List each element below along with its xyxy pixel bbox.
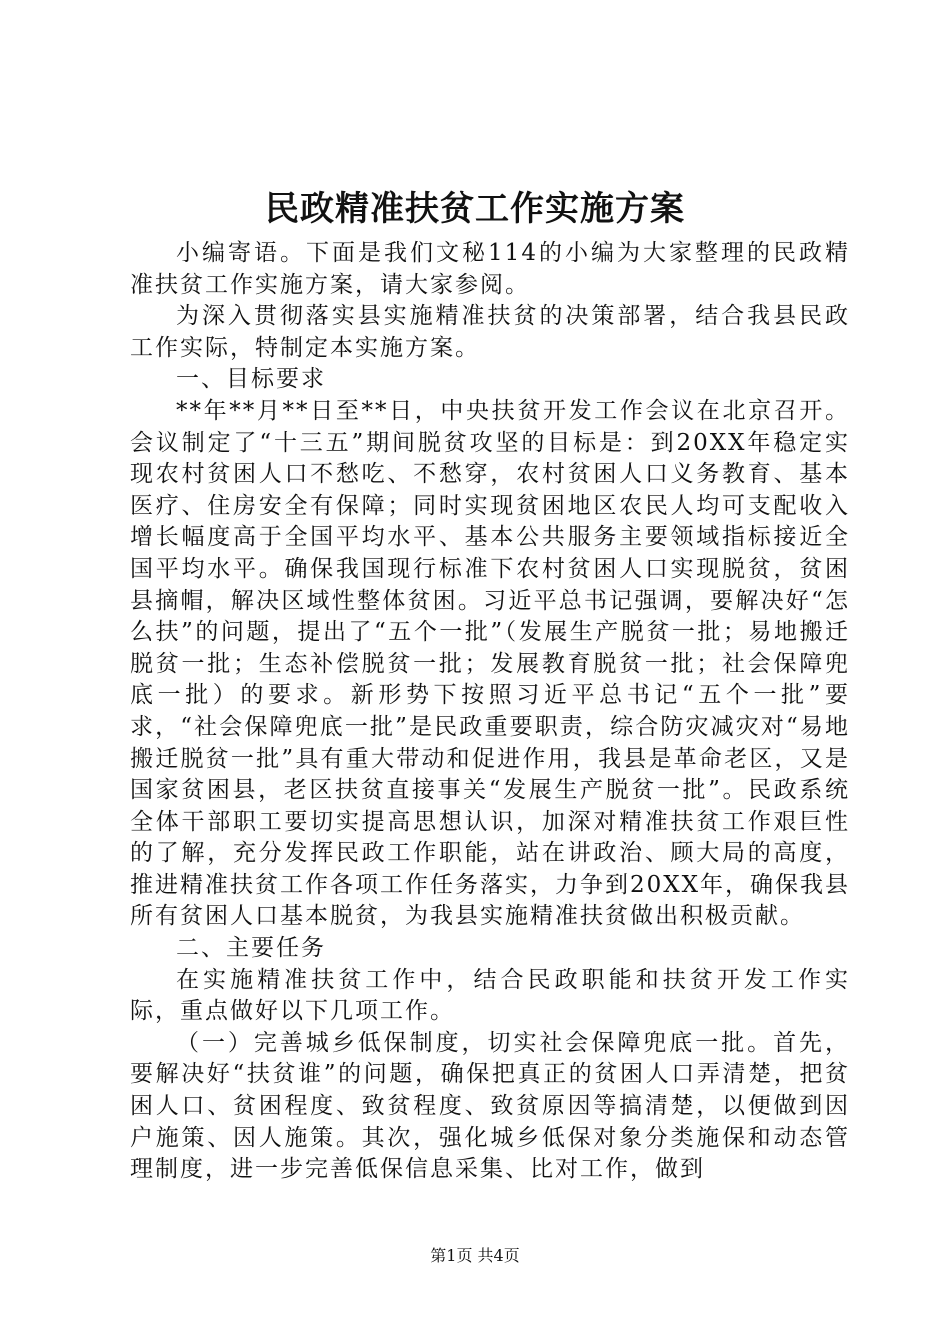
paragraph-purpose: 为深入贯彻落实县实施精准扶贫的决策部署，结合我县民政工作实际，特制定本实施方案。: [130, 303, 850, 361]
paragraph-goals: **年**月**日至**日，中央扶贫开发工作会议在北京召开。会议制定了“十三五”期间脱贫攻坚的目标是：到20XX年稳定实现农村贫困人口不愁吃、不愁穿，农村贫困人口义务教育、基本医疗、住房安全有保障；同时实现贫困地区农民人均可支配收入增长幅度高于全国平均水平、基本公共服务主要领域指标接近全国平均水平。确保我国现行标准下农村贫困人口实现脱贫，贫困县摘帽，解决区域性整体贫困。习近平总书记强调，要解决好“怎么扶”的问题，提出了“五个一批”（发展生产脱贫一批；易地搬迁脱贫一批；生态补偿脱贫一批；发展教育脱贫一批；社会保障兜底一批）的要求。新形势下按照习近平总书记“五个一批”要求，“社会保障兜底一批”是民政重要职责，综合防灾减灾对“易地搬迁脱贫一批”具有重大带动和促进作用，我县是革命老区，又是国家贫困县，老区扶贫直接事关“发展生产脱贫一批”。民政系统全体干部职工要切实提高思想认识，加深对精准扶贫工作艰巨性的了解，充分发挥民政工作职能，站在讲政治、顾大局的高度，推进精准扶贫工作各项工作任务落实，力争到20XX年，确保我县所有贫困人口基本脱贫，为我县实施精准扶贫做出积极贡献。: [130, 397, 851, 930]
document-title: 民政精准扶贫工作实施方案: [265, 189, 685, 229]
paragraph-tasks-intro: 在实施精准扶贫工作中，结合民政职能和扶贫开发工作实际，重点做好以下几项工作。: [130, 966, 850, 1025]
paragraph-intro: 小编寄语。下面是我们文秘114的小编为大家整理的民政精准扶贫工作实施方案，请大家参阅。: [130, 240, 850, 298]
paragraph-task-one: （一）完善城乡低保制度，切实社会保障兜底一批。首先，要解决好“扶贫谁”的问题，确保把真正的贫困人口弄清楚，把贫困人口、贫困程度、致贫程度、致贫原因等搞清楚，以便做到因户施策、因人施策。其次，强化城乡低保对象分类施保和动态管理制度，进一步完善低保信息采集、比对工作，做到: [130, 1029, 850, 1183]
document-body: [130, 238, 850, 1186]
page-footer: 第1页 共4页: [430, 1246, 520, 1265]
section-heading-tasks: 二、主要任务: [176, 935, 326, 962]
section-heading-goals: 一、目标要求: [176, 366, 326, 393]
